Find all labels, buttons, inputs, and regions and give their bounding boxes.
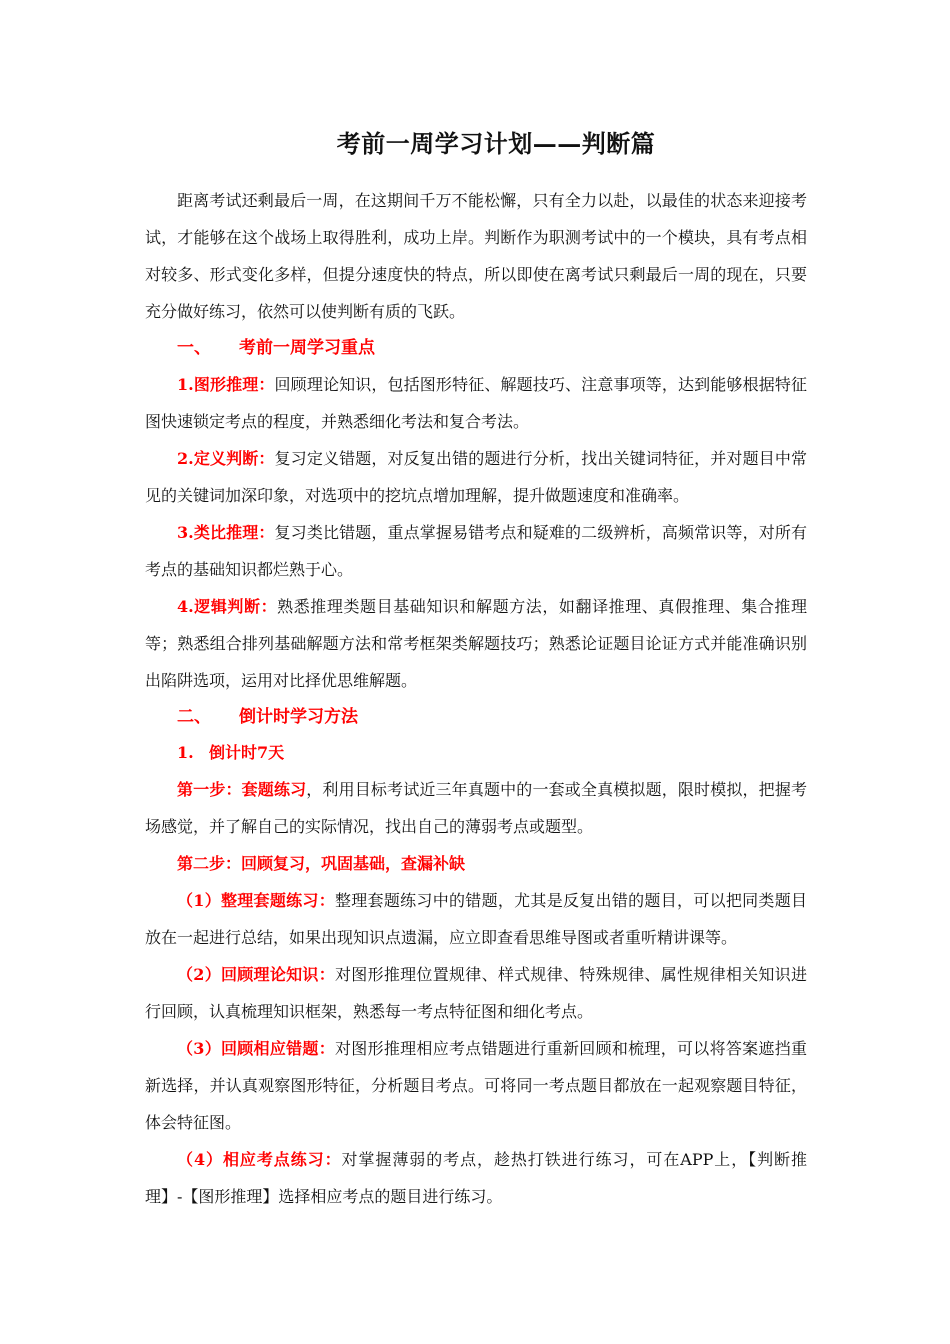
section-1-heading <box>145 330 807 366</box>
page-title: 考前一周学习计划——判断篇 <box>336 129 656 158</box>
section-1-title: 考前一周学习重点 <box>239 338 375 358</box>
section-1-number: 一、 <box>177 338 211 358</box>
item-label: 1.图形推理： <box>177 375 275 394</box>
item-text: 对图形推理位置规律、样式规律、特殊规律、属性规律相关知识进行回顾，认真梳理知识框架，熟悉每一考点特征图和细化考点。 <box>145 965 807 1021</box>
item-text: 复习定义错题，对反复出错的题进行分析，找出关键词特征，并对题目中常见的关键词加深印象，对选项中的挖坑点增加理解，提升做题速度和准确率。 <box>145 449 807 505</box>
section-1-item-analogy <box>145 514 807 588</box>
step-2-item-2 <box>145 956 807 1030</box>
subheading-number: 1. <box>177 743 194 762</box>
item-label: （2）回顾理论知识： <box>177 965 335 984</box>
countdown-7-days-heading <box>145 735 807 771</box>
step-1-label: 第一步：套题练习 <box>177 780 307 799</box>
intro-paragraph: 距离考试还剩最后一周，在这期间千万不能松懈，只有全力以赴，以最佳的状态来迎接考试，才能够在这个战场上取得胜利，成功上岸。判断作为职测考试中的一个模块，具有考点相对较多、形式变化多样，但提分速度快的特点，所以即使在离考试只剩最后一周的现在，只要充分做好练习，依然可以使判断有质的飞跃。 <box>145 191 807 321</box>
step-2-title: 第二步：回顾复习，巩固基础，查漏补缺 <box>177 854 466 873</box>
section-2-heading <box>145 699 807 735</box>
section-1-item-definition <box>145 440 807 514</box>
item-text: 回顾理论知识，包括图形特征、解题技巧、注意事项等，达到能够根据特征图快速锁定考点的程度，并熟悉细化考法和复合考法。 <box>145 375 807 431</box>
step-2-item-4 <box>145 1141 807 1215</box>
item-label: （1）整理套题练习： <box>177 891 335 910</box>
subheading-title: 倒计时7天 <box>209 743 285 762</box>
section-2-title: 倒计时学习方法 <box>239 707 358 727</box>
item-text: 复习类比错题，重点掌握易错考点和疑难的二级辨析，高频常识等，对所有考点的基础知识都烂熟于心。 <box>145 523 807 579</box>
item-label: 3.类比推理： <box>177 523 275 542</box>
item-label: 2.定义判断： <box>177 449 275 468</box>
step-1-paragraph <box>145 771 807 845</box>
item-text: 整理套题练习中的错题，尤其是反复出错的题目，可以把同类题目放在一起进行总结，如果出现知识点遗漏，应立即查看思维导图或者重听精讲课等。 <box>145 891 807 947</box>
item-label: （3）回顾相应错题： <box>177 1039 335 1058</box>
step-1-text: ，利用目标考试近三年真题中的一套或全真模拟题，限时模拟，把握考场感觉，并了解自己的实际情况，找出自己的薄弱考点或题型。 <box>145 780 807 836</box>
section-1-item-logic <box>145 588 807 699</box>
document-page <box>145 128 807 1215</box>
item-text: 对掌握薄弱的考点，趁热打铁进行练习，可在APP上，【判断推理】-【图形推理】选择相应考点的题目进行练习。 <box>145 1150 807 1206</box>
item-text: 熟悉推理类题目基础知识和解题方法，如翻译推理、真假推理、集合推理等；熟悉组合排列基础解题方法和常考框架类解题技巧；熟悉论证题目论证方式并能准确识别出陷阱选项，运用对比择优思维解题。 <box>145 597 807 690</box>
item-text: 对图形推理相应考点错题进行重新回顾和梳理，可以将答案遮挡重新选择，并认真观察图形特征，分析题目考点。可将同一考点题目都放在一起观察题目特征，体会特征图。 <box>145 1039 807 1132</box>
item-label: （4）相应考点练习： <box>177 1150 342 1169</box>
step-2-item-1 <box>145 882 807 956</box>
item-label: 4.逻辑判断： <box>177 597 278 616</box>
section-2-number: 二、 <box>177 707 211 727</box>
section-1-item-graphic <box>145 366 807 440</box>
step-2-item-3 <box>145 1030 807 1141</box>
